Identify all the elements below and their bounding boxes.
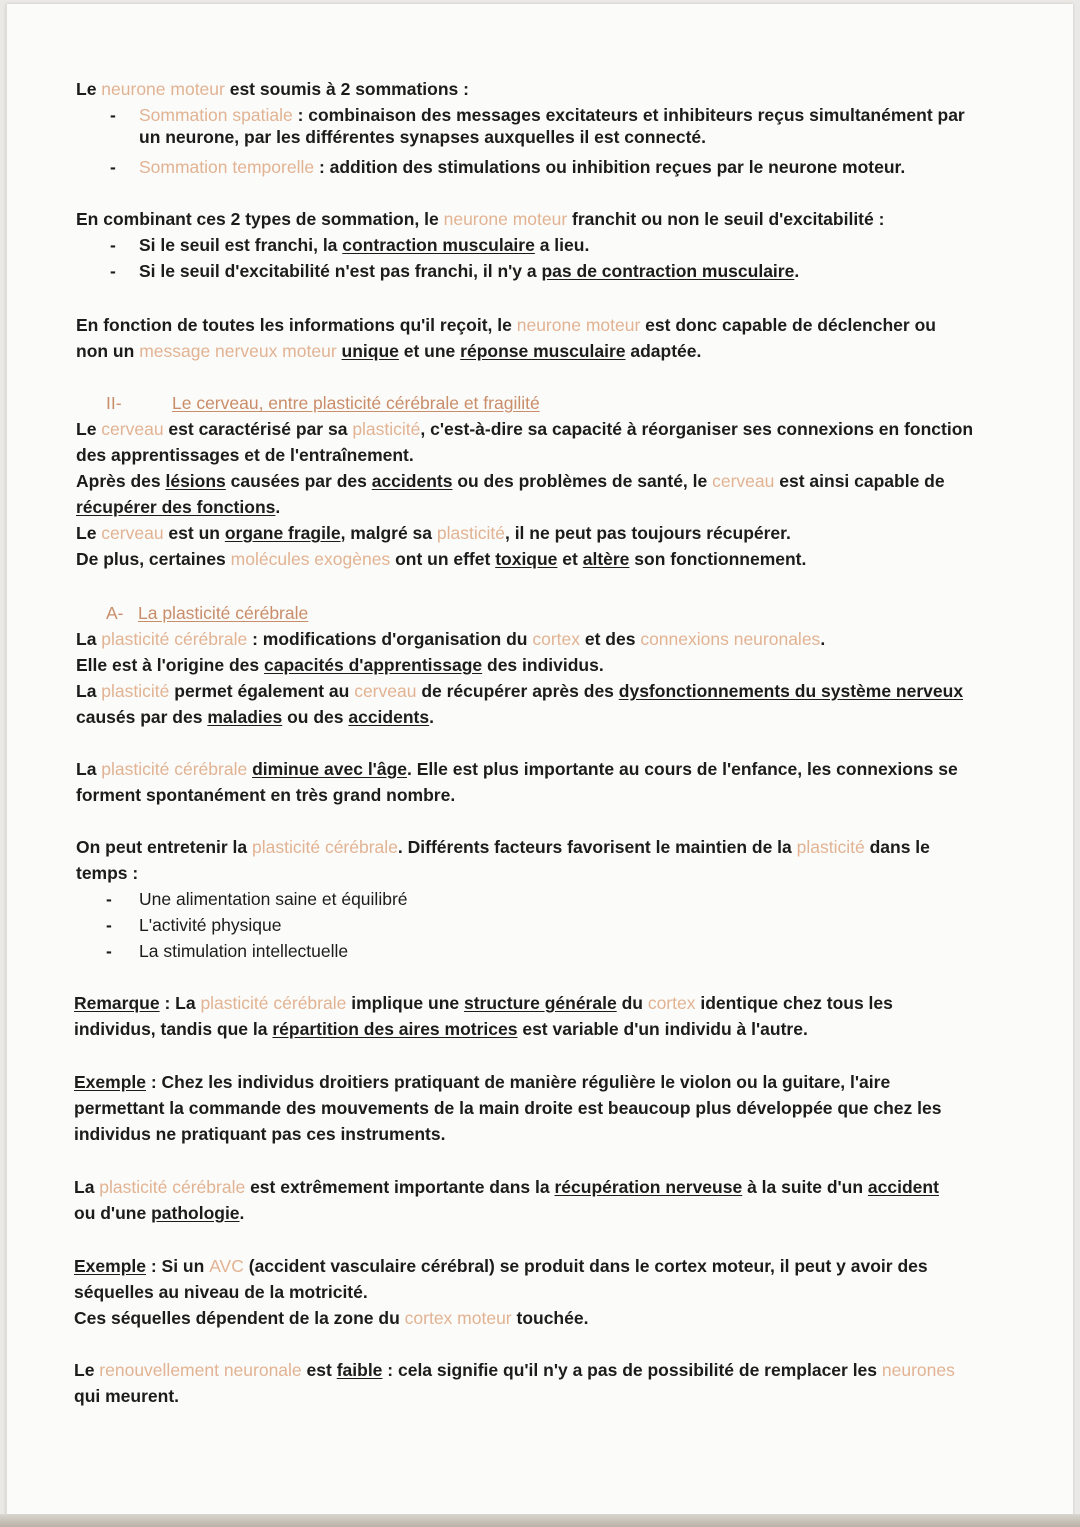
text-line: Si le seuil est franchi, la contraction musculaire a lieu.	[139, 235, 590, 255]
text-line: Remarque : La plasticité cérébrale implique une structure générale du cortex identique chez tous les	[74, 993, 893, 1013]
text-line: La plasticité cérébrale : modifications d'organisation du cortex et des connexions neuronales.	[76, 629, 826, 649]
bullet-dash: -	[110, 105, 116, 125]
text-line: De plus, certaines molécules exogènes ont un effet toxique et altère son fonctionnement.	[76, 549, 807, 569]
bullet-dash: -	[110, 157, 116, 177]
text-line: Exemple : Si un AVC (accident vasculaire cérébral) se produit dans le cortex moteur, il peut y avoir des	[74, 1256, 928, 1276]
text-line: forment spontanément en très grand nombre.	[76, 785, 456, 805]
text-line: permettant la commande des mouvements de la main droite est beaucoup plus développée que chez les	[74, 1098, 942, 1118]
list-item: Une alimentation saine et équilibré	[139, 889, 408, 909]
text-line: qui meurent.	[74, 1386, 180, 1406]
text-line: individus ne pratiquant pas ces instruments.	[74, 1124, 446, 1144]
bullet-dash: -	[110, 235, 116, 255]
bullet-dash: -	[106, 889, 112, 909]
text-line: La plasticité cérébrale diminue avec l'âge. Elle est plus importante au cours de l'enfance, les connexions se	[76, 759, 958, 779]
bullet-dash: -	[110, 261, 116, 281]
text-line: individus, tandis que la répartition des aires motrices est variable d'un individu à l'autre.	[74, 1019, 808, 1039]
text-line: Si le seuil d'excitabilité n'est pas franchi, il n'y a pas de contraction musculaire.	[139, 261, 800, 281]
text-line: La plasticité permet également au cerveau de récupérer après des dysfonctionnements du système nerveux	[76, 681, 964, 701]
text-line: Sommation temporelle : addition des stimulations ou inhibition reçues par le neurone moteur.	[139, 157, 906, 177]
list-item: L'activité physique	[139, 915, 282, 935]
section-heading-ii: II- Le cerveau, entre plasticité cérébrale et fragilité	[106, 393, 540, 413]
text-line: Le cerveau est caractérisé par sa plasticité, c'est-à-dire sa capacité à réorganiser ses connexions en fonction	[76, 419, 974, 439]
text-line: La plasticité cérébrale est extrêmement importante dans la récupération nerveuse à la suite d'un accident	[74, 1177, 939, 1197]
text-line: En fonction de toutes les informations qu'il reçoit, le neurone moteur est donc capable de déclencher ou	[76, 315, 936, 335]
text-line: Le neurone moteur est soumis à 2 sommations :	[76, 79, 469, 99]
text-line: séquelles au niveau de la motricité.	[74, 1282, 368, 1302]
text-line: Sommation spatiale : combinaison des messages excitateurs et inhibiteurs reçus simultanément par	[139, 105, 965, 125]
text-line: ou d'une pathologie.	[74, 1203, 245, 1223]
text-line: un neurone, par les différentes synapses auxquelles il est connecté.	[139, 127, 706, 147]
text-line: non un message nerveux moteur unique et une réponse musculaire adaptée.	[76, 341, 702, 361]
text-line: Elle est à l'origine des capacités d'apprentissage des individus.	[76, 655, 604, 675]
bullet-dash: -	[106, 915, 112, 935]
text-line: En combinant ces 2 types de sommation, le neurone moteur franchit ou non le seuil d'excitabilité :	[76, 209, 885, 229]
text-line: On peut entretenir la plasticité cérébrale. Différents facteurs favorisent le maintien de la plasticité dans le	[76, 837, 930, 857]
text-line: Le cerveau est un organe fragile, malgré sa plasticité, il ne peut pas toujours récupérer.	[76, 523, 791, 543]
text-line: des apprentissages et de l'entraînement.	[76, 445, 414, 465]
text-line: Le renouvellement neuronale est faible : cela signifie qu'il n'y a pas de possibilité de remplacer les neurones	[74, 1360, 955, 1380]
bullet-dash: -	[106, 941, 112, 961]
text-line: Exemple : Chez les individus droitiers pratiquant de manière régulière le violon ou la guitare, l'aire	[74, 1072, 891, 1092]
text-line: causés par des maladies ou des accidents.	[76, 707, 434, 727]
text-line: temps :	[76, 863, 139, 883]
list-item: La stimulation intellectuelle	[139, 941, 349, 961]
text-line: Après des lésions causées par des accidents ou des problèmes de santé, le cerveau est ainsi capable de	[76, 471, 945, 491]
section-heading-a: A- La plasticité cérébrale	[106, 603, 309, 623]
text-line: récupérer des fonctions.	[76, 497, 281, 517]
table-surface	[0, 1514, 1080, 1527]
text-line: Ces séquelles dépendent de la zone du cortex moteur touchée.	[74, 1308, 589, 1328]
